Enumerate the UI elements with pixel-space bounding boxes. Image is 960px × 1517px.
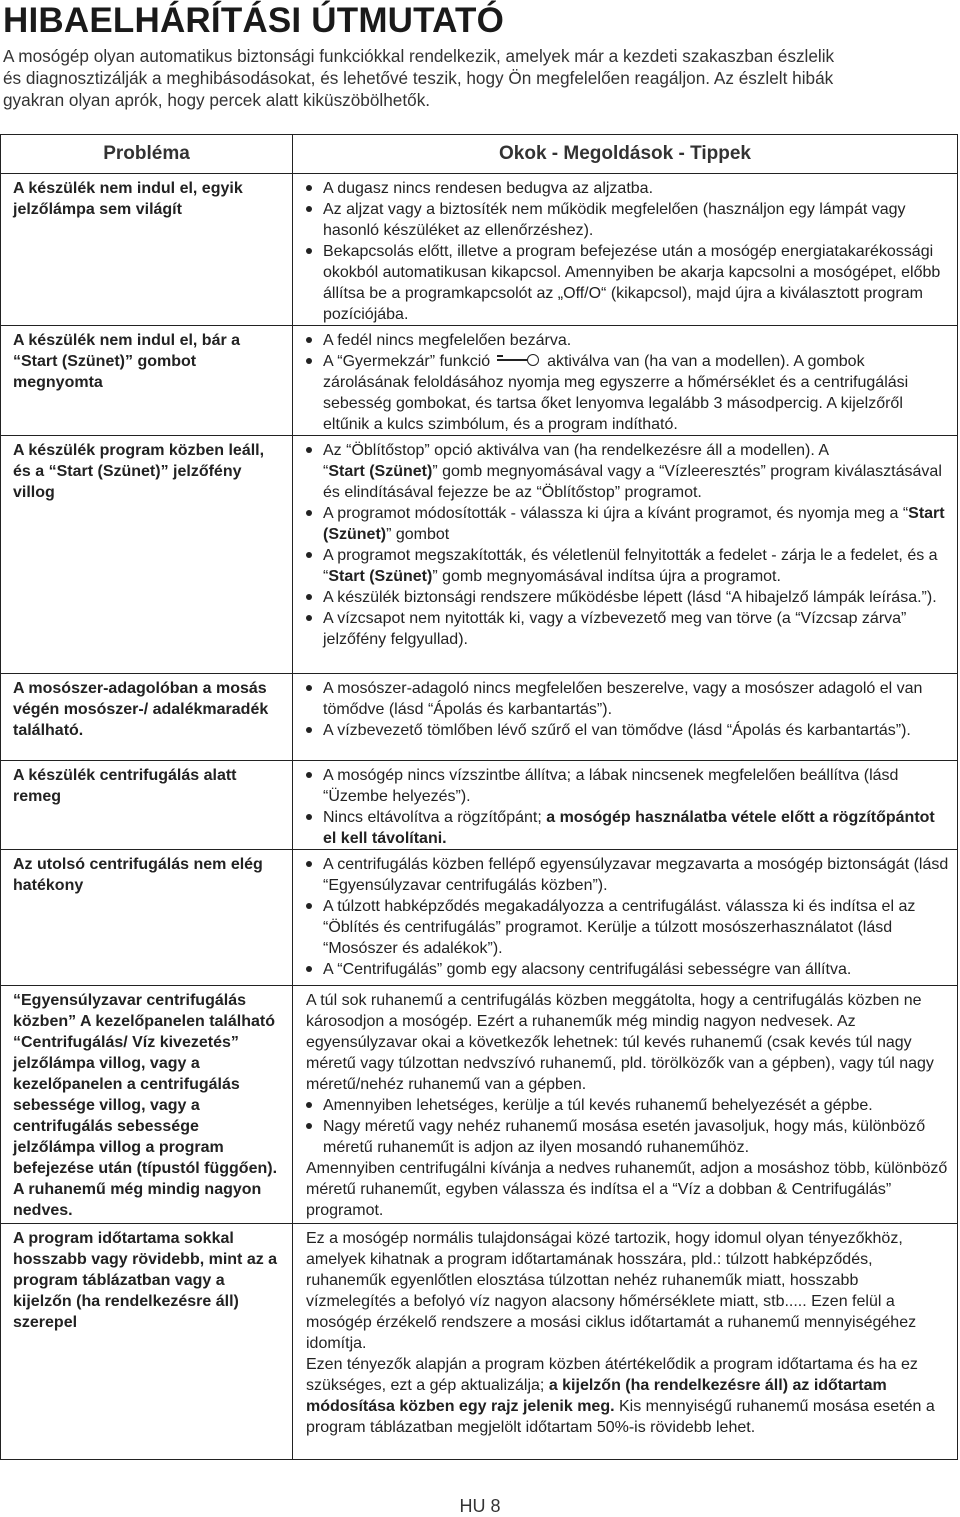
button-name: Start (Szünet) — [328, 463, 433, 480]
solution-text: A túl sok ruhanemű a centrifugálás közben meggátolta, hogy a centrifugálás közben ne károsodjon a mosógép. Ezért a ruhaneműk még mindig nagyon nedvesek. Az egyensúlyzavar okai a következők lehetnek: túl kevés ruhanemű (csak kevés túl nagy méretű vagy túlzottan nedvszívó ruhanemű, pld. törölközők van a gépben), vagy túl nagy méretű/nehéz ruhanemű van a gépben. — [306, 992, 934, 1093]
solution-cell — [293, 174, 958, 326]
solution-cell — [293, 1224, 958, 1460]
problem-cell: Az utolsó centrifugálás nem elég hatékony — [1, 850, 293, 986]
solution-text — [306, 1354, 949, 1438]
solution-item: A vízcsapot nem nyitották ki, vagy a vízbevezető meg van törve (a “Vízcsap zárva” jelzőfény felgyullad). — [306, 608, 949, 650]
header-solution: Okok - Megoldások - Tippek — [293, 135, 958, 174]
solution-cell — [293, 986, 958, 1224]
problem-cell: “Egyensúlyzavar centrifugálás közben” A kezelőpanelen található “Centrifugálás/ Víz kivezetés” jelzőlámpa villog, vagy a kezelőpanelen a centrifugálás sebessége villog, vagy a centrifugálás sebessége jelzőlámpa villog a program befejezése után (típustól függően). A ruhanemű még mindig nagyon nedves. — [1, 986, 293, 1224]
problem-cell: A készülék program közben leáll, és a “Start (Szünet)” jelzőfény villog — [1, 436, 293, 674]
solution-cell — [293, 674, 958, 761]
solution-item: Nagy méretű vagy nehéz ruhanemű mosása esetén javasoljuk, hogy más, különböző méretű ruhaneműt is adjon az ilyen mosandó ruhaneműhöz. — [306, 1116, 949, 1158]
page-number: HU 8 — [459, 1496, 501, 1516]
solution-text: Amennyiben centrifugálni kívánja a nedves ruhaneműt, adjon a mosáshoz több, különböző méretű ruhaneműt, egyben válassza és indítsa el a “Víz a dobban & Centrifugálás” programot. — [306, 1160, 948, 1219]
table-row — [1, 761, 958, 850]
button-name: Start (Szünet) — [323, 505, 945, 543]
solution-text: Nincs eltávolítva a rögzítőpánt; — [323, 809, 547, 826]
header-problem: Probléma — [1, 135, 293, 174]
solution-item: Amennyiben lehetséges, kerülje a túl kevés ruhanemű behelyezését a gépbe. — [306, 1095, 949, 1116]
table-row — [1, 674, 958, 761]
solution-cell — [293, 436, 958, 674]
solution-item: A “Centrifugálás” gomb egy alacsony centrifugálási sebességre van állítva. — [306, 959, 949, 980]
button-name: Start (Szünet) — [328, 568, 433, 585]
solution-text: Ez a mosógép normális tulajdonságai közé tartozik, hogy idomul olyan tényezőkhöz, amelyek kihatnak a program időtartamának hosszára, pld.: túlzott habképződés, ruhaneműk egyenlőtlen elosztása túlzottan nehéz ruhaneműk miatt, hosszabb vízmelegítés a befolyó víz nagyon alacsony hőmérséklete miatt, stb..... Ezen felül a mosógép érzékelő rendszere a mosási ciklus időtartamát a ruhanemű mennyiségéhez idomítja. — [306, 1230, 917, 1352]
problem-cell: A mosószer-adagolóban a mosás végén mosószer-/ adalékmaradék található. — [1, 674, 293, 761]
solution-item — [306, 807, 949, 849]
table-header-row — [1, 135, 958, 174]
problem-cell: A program időtartama sokkal hosszabb vagy rövidebb, mint az a program táblázatban vagy a kijelzőn (ha rendelkezésre áll) szerepel — [1, 1224, 293, 1460]
solution-text: ” gomb megnyomásával indítsa újra a programot. — [432, 568, 781, 585]
solution-item: A túlzott habképződés megakadályozza a centrifugálást. válassza ki és indítsa el az “Öblítés és centrifugálás” programot. Kerülje a túlzott mosószerhasználatot (lásd “Mosószer és adalékok”). — [306, 896, 949, 959]
key-lock-icon — [495, 353, 543, 367]
solution-item: Az aljzat vagy a biztosíték nem működik megfelelően (használjon egy lámpát vagy hasonló készüléket az ellenőrzéshez). — [306, 199, 949, 241]
solution-text: Kis mennyiségű ruhanemű mosása esetén a program táblázatban megjelölt időtartam 50%-is rövidebb lehet. — [306, 1398, 935, 1436]
solution-text: Ezen tényezők alapján a program közben átértékelődik a program időtartama és ha ez szükséges, ezt a gép aktualizálja; — [306, 1356, 918, 1394]
solution-item — [306, 503, 949, 545]
solution-item: A mosógép nincs vízszintbe állítva; a lábak nincsenek megfelelően beállítva (lásd “Üzembe helyezés”). — [306, 765, 949, 807]
table-row — [1, 1224, 958, 1460]
intro-line: gyakran olyan aprók, hogy percek alatt kiküszöbölhetők. — [3, 90, 431, 110]
solution-item: Az “Öblítőstop” opció aktiválva van (ha rendelkezésre áll a modellen). A “Start (Szünet)” gomb megnyomásával vagy a “Vízleeresztés” program kiválasztásával és elindításával fejezze be az “Öblítőstop” programot. — [306, 440, 949, 503]
solution-item: A vízbevezető tömlőben lévő szűrő el van tömődve (lásd “Ápolás és karbantartás”). — [306, 720, 949, 741]
solution-text: A programot módosították - válassza ki újra a kívánt programot, és nyomja meg a “ — [323, 505, 909, 522]
solution-text: ” gomb megnyomásával vagy a “Vízleeresztés” program kiválasztásával és elindításával fejezze be az “Öblítőstop” programot. — [323, 463, 942, 501]
intro-line: és diagnosztizálják a meghibásodásokat, és lehetővé teszik, hogy Ön megfelelően reagáljon. Az észlelt hibák — [3, 68, 834, 88]
table-row — [1, 326, 958, 436]
troubleshooting-table — [0, 134, 958, 1460]
solution-cell — [293, 326, 958, 436]
problem-cell: A készülék centrifugálás alatt remeg — [1, 761, 293, 850]
page-title: HIBAELHÁRÍTÁSI ÚTMUTATÓ — [3, 1, 505, 40]
solution-item: A centrifugálás közben fellépő egyensúlyzavar megzavarta a mosógép biztonságát (lásd “Egyensúlyzavar centrifugálás közben”). — [306, 854, 949, 896]
table-row — [1, 174, 958, 326]
solution-item: Bekapcsolás előtt, illetve a program befejezése után a mosógép energiatakarékossági okokból automatikusan kikapcsol. Amennyiben be akarja kapcsolni a mosógépet, előbb állítsa be a programkapcsolót az „Off/O“ (kikapcsol), majd újra a kiválasztott program pozíciójába. — [306, 241, 949, 325]
problem-cell: A készülék nem indul el, egyik jelzőlámpa sem világít — [1, 174, 293, 326]
solution-cell — [293, 761, 958, 850]
solution-item: A dugasz nincs rendesen bedugva az aljzatba. — [306, 178, 949, 199]
solution-text: A “Gyermekzár” funkció — [323, 353, 491, 370]
solution-text: ” gombot — [386, 526, 450, 543]
solution-emphasis: a mosógép használatba vétele előtt a rögzítőpántot el kell távolítani. — [323, 809, 935, 847]
solution-item: A fedél nincs megfelelően bezárva. — [306, 330, 949, 351]
intro-paragraph — [3, 45, 953, 111]
solution-item — [306, 351, 949, 435]
solution-text: aktiválva van (ha van a modellen). A gombok zárolásának feloldásához nyomja meg egyszerre a hőmérséklet és a centrifugálási sebesség gombokat, és tartsa őket lenyomva legalább 3 másodpercig. A kijelzőről eltűnik a kulcs szimbólum, és a program indítható. — [323, 353, 909, 433]
problem-cell: A készülék nem indul el, bár a “Start (Szünet)” gombot megnyomta — [1, 326, 293, 436]
table-row — [1, 436, 958, 674]
table-row — [1, 850, 958, 986]
table-row — [1, 986, 958, 1224]
solution-text: A programot megszakították, és véletlenül felnyitották a fedelet - zárja le a fedelet, és a “ — [323, 547, 938, 585]
solution-item: A készülék biztonsági rendszere működésbe lépett (lásd “A hibajelző lámpák leírása.”). — [306, 587, 949, 608]
solution-text: Az “Öblítőstop” opció aktiválva van (ha rendelkezésre áll a modellen). A — [323, 442, 830, 459]
solution-item — [306, 545, 949, 587]
solution-item: A mosószer-adagoló nincs megfelelően beszerelve, vagy a mosószer adagoló el van tömődve (lásd “Ápolás és karbantartás”). — [306, 678, 949, 720]
intro-line: A mosógép olyan automatikus biztonsági funkciókkal rendelkezik, amelyek már a kezdeti szakaszban észlelik — [3, 46, 835, 66]
solution-cell — [293, 850, 958, 986]
solution-emphasis: a kijelzőn (ha rendelkezésre áll) az időtartam módosítása közben egy rajz jelenik meg. — [306, 1377, 887, 1415]
